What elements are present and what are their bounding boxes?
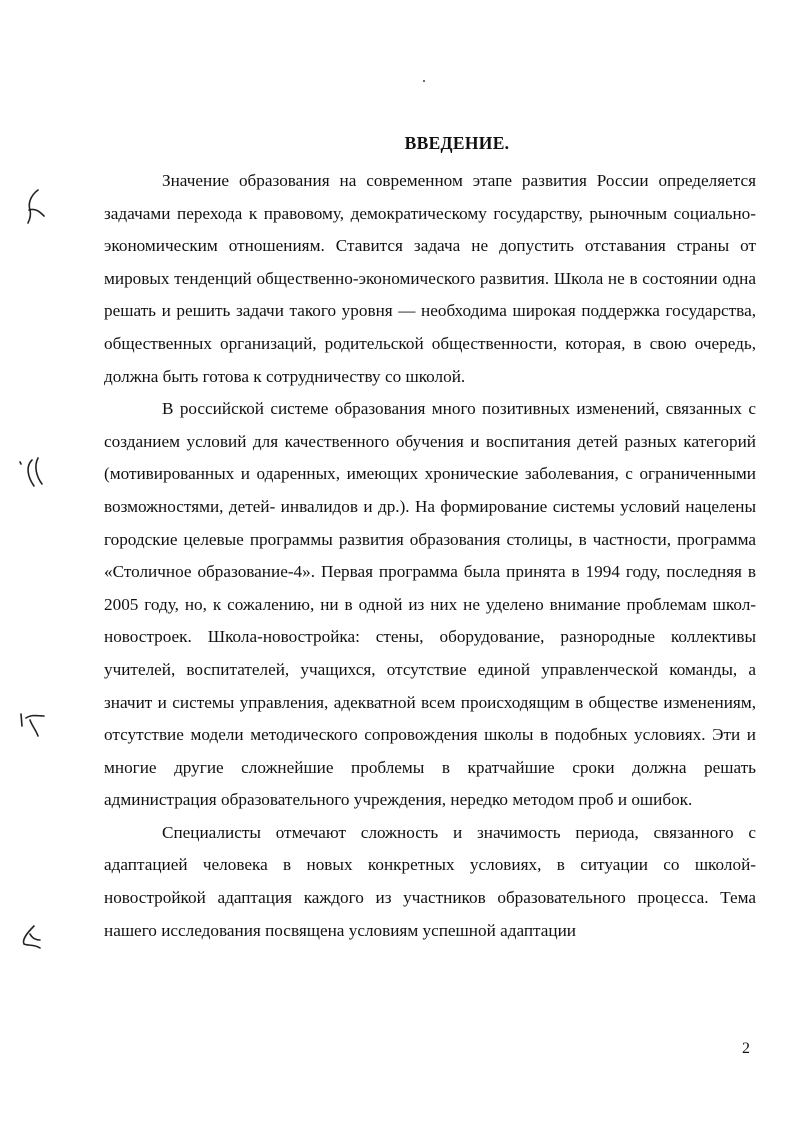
paragraph-2: В российской системе образования много позитивных изменений, связанных с созданием условий для качественного обучения и воспитания детей разных категорий (мотивированных и одаренных, имеющих хронические заболевания, с ограниченными возможностями, детей- инвалидов и др.). На формирование системы условий нацелены городские целевые программы развития образования столицы, в частности, программа «Столичное образование-4». Первая программа была принята в 1994 году, последняя в 2005 году, но, к сожалению, ни в одной из них не уделено внимание проблемам школ-новостроек. Школа-новостройка: стены, оборудование, разнородные коллективы учителей, воспитателей, учащихся, отсутствие единой управленческой команды, а значит и системы управления, адекватной всем происходящим в обществе изменениям, отсутствие модели методического сопровождения школы в подобных условиях. Эти и многие другие сложнейшие проблемы в кратчайшие сроки должна решать администрация образовательного учреждения, нередко методом проб и ошибок. — [104, 399, 756, 810]
page-title: ВВЕДЕНИЕ. — [404, 133, 510, 153]
page-number: 2 — [742, 1040, 750, 1057]
body-text — [104, 165, 756, 947]
scan-speck — [423, 80, 425, 82]
handwritten-mark-2-icon — [14, 452, 54, 492]
paragraph-3: Специалисты отмечают сложность и значимость периода, связанного с адаптацией человека в новых конкретных условиях, в ситуации со школой-новостройкой адаптация каждого из участников образовательного процесса. Тема нашего исследования посвящена условиям успешной адаптации — [104, 822, 756, 940]
handwritten-mark-4-icon — [12, 918, 52, 958]
handwritten-mark-3-icon — [14, 706, 54, 746]
handwritten-mark-1-icon — [18, 186, 58, 226]
paragraph-1: Значение образования на современном этапе развития России определяется задачами перехода к правовому, демократическому государству, рыночным социально-экономическим отношениям. Ставится задача не допустить отставания страны от мировых тенденций общественно-экономического развития. Школа не в состоянии одна решать и решить задачи такого уровня — необходима широкая поддержка государства, общественных организаций, родительской общественности, которая, в свою очередь, должна быть готова к сотрудничеству со школой. — [104, 171, 756, 386]
